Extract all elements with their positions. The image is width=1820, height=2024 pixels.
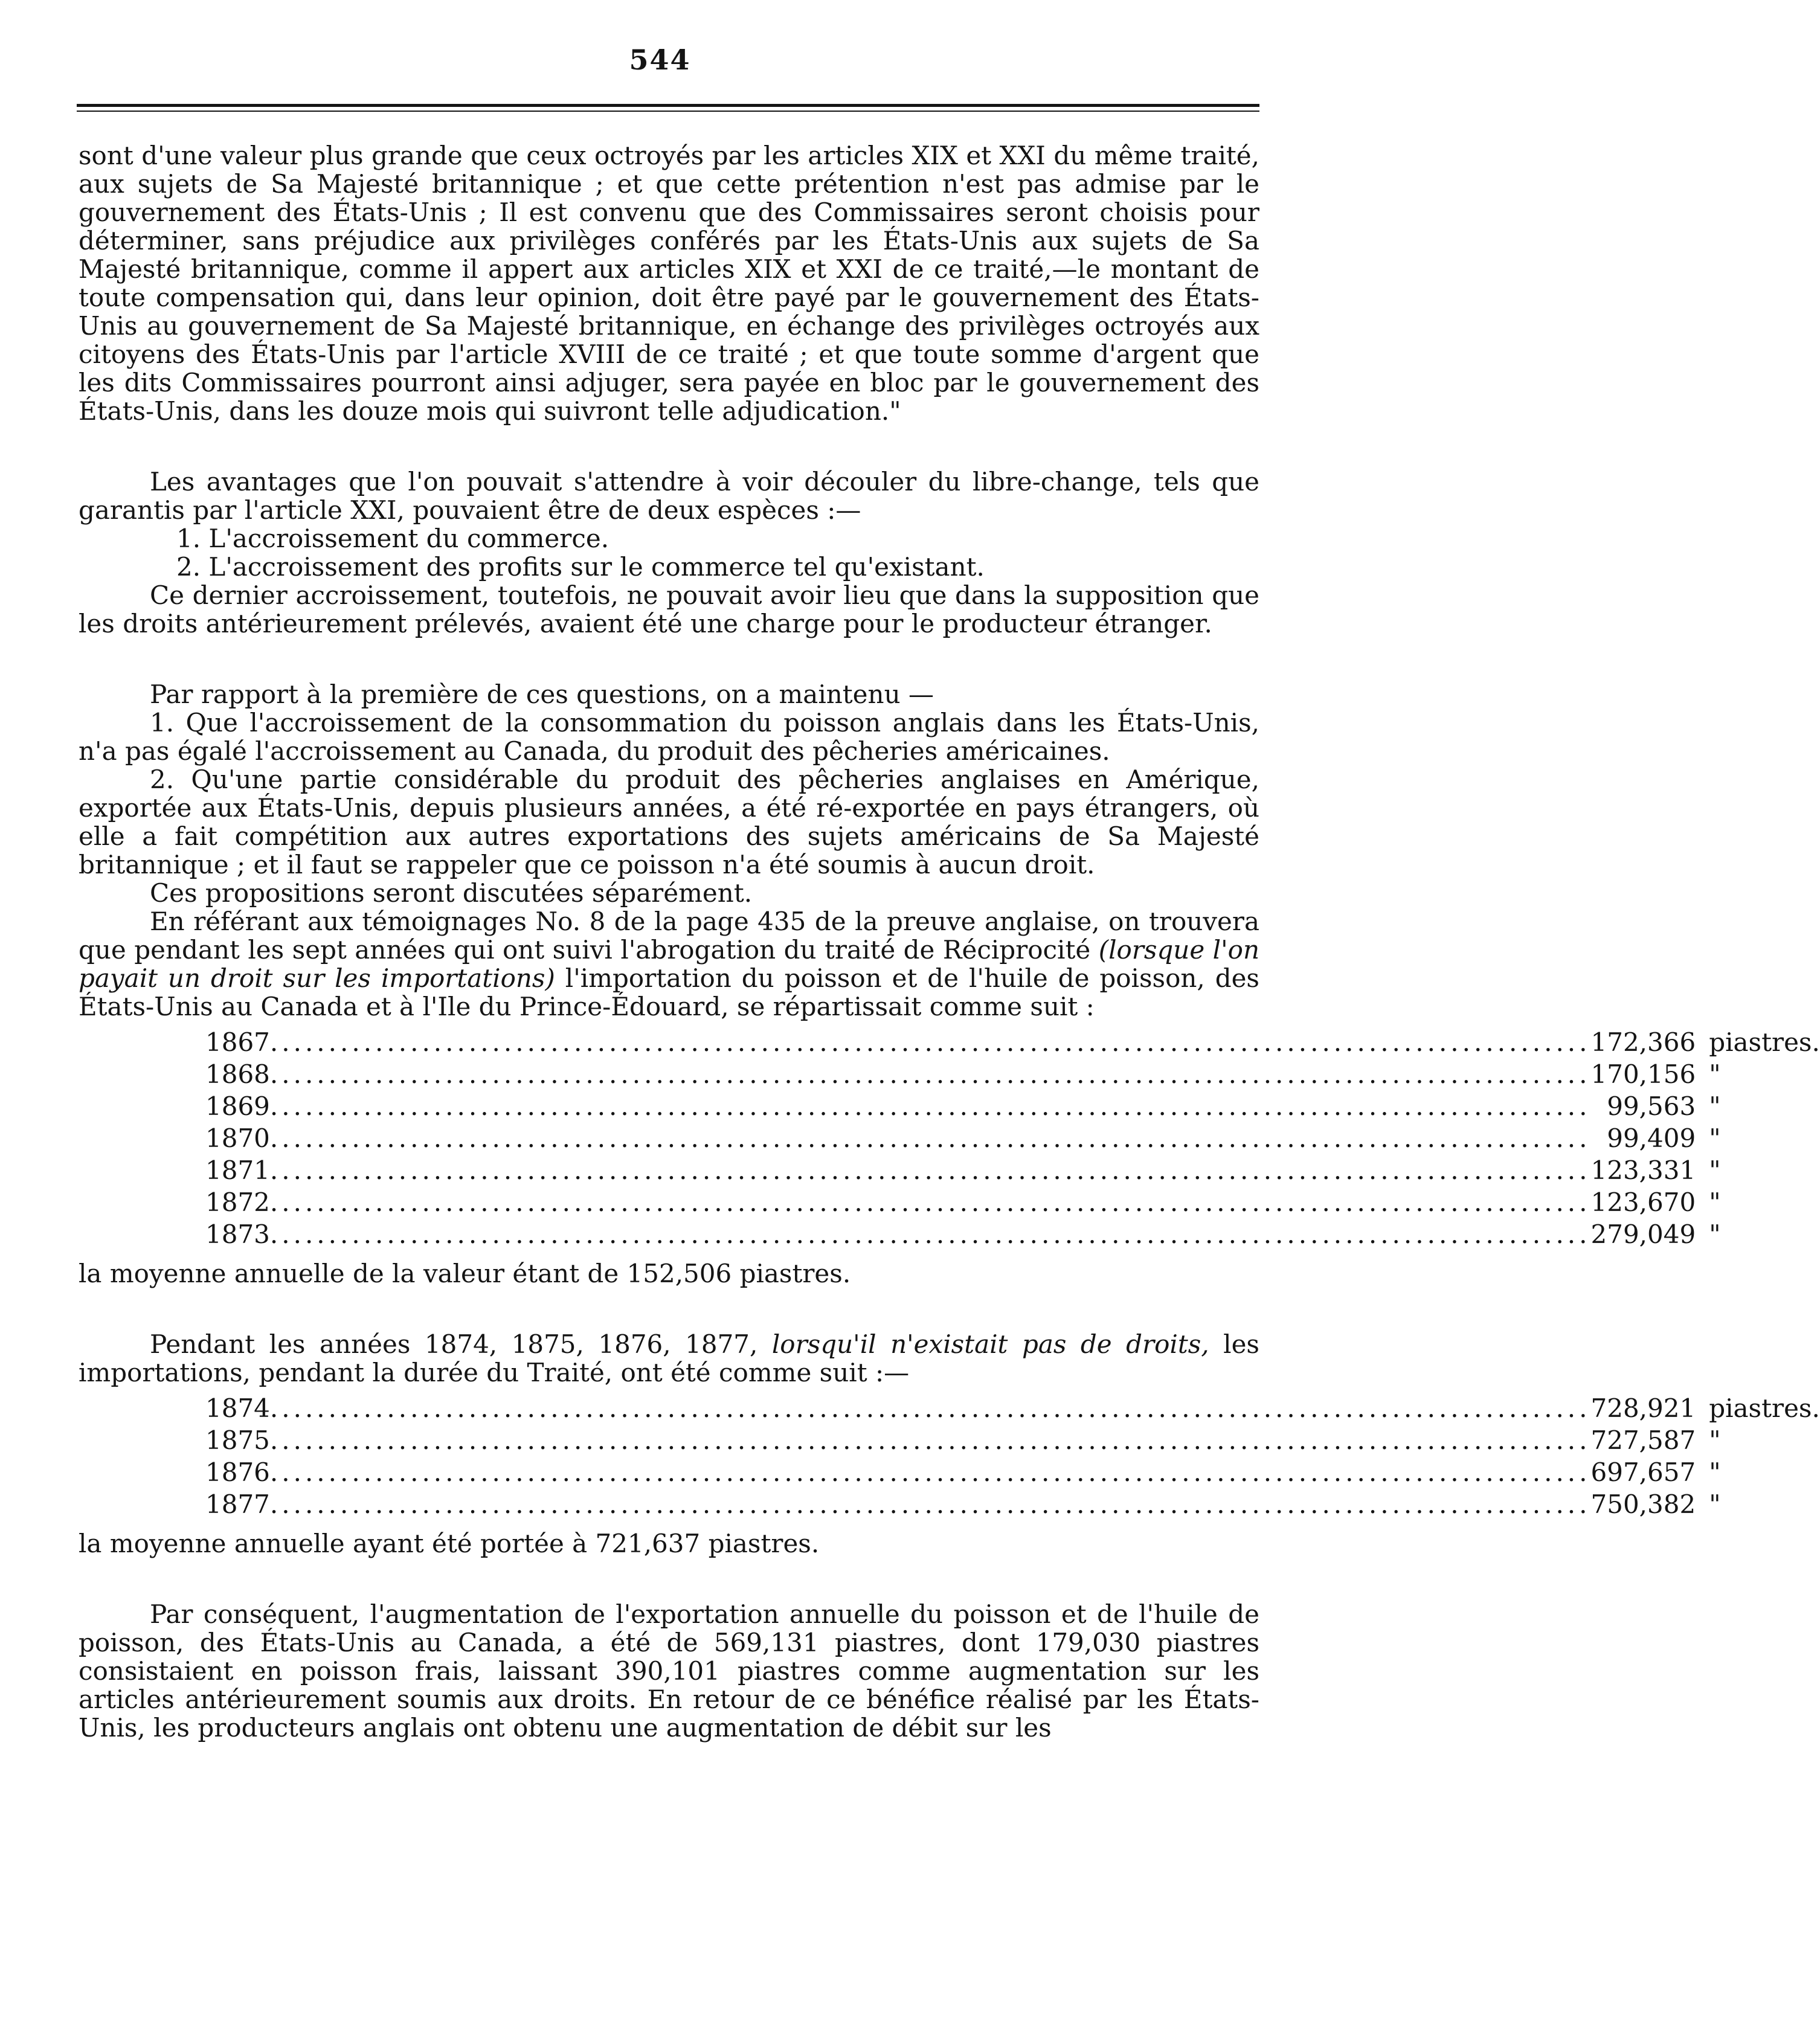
table-row: 1867 ................................................................................................................. 172,366 piastres. (205, 1027, 1820, 1057)
page-number: 544 (629, 43, 691, 76)
table-row: 1877 ................................................................................................................. 750,382 " (205, 1489, 1721, 1519)
imports-table-1867-1873 (205, 1028, 1820, 1252)
paragraph-propositions: Ces propositions seront discutées séparément. (150, 878, 753, 908)
paragraph-average-1: la moyenne annuelle de la valeur étant de 152,506 piastres. (79, 1259, 851, 1288)
point-2: 2. Qu'une partie considérable du produit des pêcheries anglaises en Amérique, exportée aux États-Unis, depuis plusieurs années, a été ré-exportée en pays étrangers, où elle a fait compétition aux autres exportations des sujets américains de Sa Majesté britannique ; et il faut se rappeler que ce poisson n'a été soumis à aucun droit. (79, 765, 1259, 879)
point-1: 1. Que l'accroissement de la consommation du poisson anglais dans les États-Unis, n'a pas égalé l'accroissement au Canada, du produit des pêcheries américaines. (79, 708, 1259, 766)
paragraph-first-question: Par rapport à la première de ces questions, on a maintenu — (150, 679, 934, 709)
table-row: 1869 ................................................................................................................. 99,563 " (205, 1091, 1721, 1121)
header-rule-thin (77, 111, 1259, 112)
paragraph-conclusion: Par conséquent, l'augmentation de l'exportation annuelle du poisson et de l'huile de poisson, des États-Unis au Canada, a été de 569,131 piastres, dont 179,030 piastres consistaient en poisson frais, laissant 390,101 piastres comme augmentation sur les articles antérieurement soumis aux droits. En retour de ce bénéfice réalisé par les États-Unis, les producteurs anglais ont obtenu une augmentation de débit sur les (79, 1599, 1259, 1743)
table-row: 1874 ................................................................................................................. 728,921 piastres. (205, 1393, 1820, 1423)
list-item-1: 1. L'accroissement du commerce. (176, 524, 609, 553)
paragraph-testimony: En référant aux témoignages No. 8 de la page 435 de la preuve anglaise, on trouvera que pendant les sept années qui ont suivi l'abrogation du traité de Réciprocité (lorsque l'on payait un droit sur les importations) l'importation du poisson et de l'huile de poisson, des États-Unis au Canada et à l'Ile du Prince-Édouard, se répartissait comme suit : (79, 907, 1259, 1021)
table-row: 1868 ................................................................................................................. 170,156 " (205, 1059, 1721, 1089)
table-row: 1876 ................................................................................................................. 697,657 " (205, 1457, 1721, 1487)
paragraph-supposition: Ce dernier accroissement, toutefois, ne pouvait avoir lieu que dans la supposition que les droits antérieurement prélevés, avaient été une charge pour le producteur étranger. (79, 580, 1259, 638)
paragraph-average-2: la moyenne annuelle ayant été portée à 721,637 piastres. (79, 1529, 820, 1558)
table-row: 1870 ................................................................................................................. 99,409 " (205, 1123, 1721, 1153)
table-row: 1873 ................................................................................................................. 279,049 " (205, 1219, 1721, 1249)
paragraph-advantages: Les avantages que l'on pouvait s'attendre à voir découler du libre-change, tels que garantis par l'article XXI, pouvaient être de deux espèces :— (79, 467, 1259, 525)
imports-table-1874-1877 (205, 1394, 1820, 1522)
table-row: 1872 ................................................................................................................. 123,670 " (205, 1187, 1721, 1217)
paragraph-continuation: sont d'une valeur plus grande que ceux octroyés par les articles XIX et XXI du même traité, aux sujets de Sa Majesté britannique ; et que cette prétention n'est pas admise par le gouvernement des États-Unis ; Il est convenu que des Commissaires seront choisis pour déterminer, sans préjudice aux privilèges conférés par les États-Unis aux sujets de Sa Majesté britannique, comme il appert aux articles XIX et XXI de ce traité,—le montant de toute compensation qui, dans leur opinion, doit être payé par le gouvernement des États-Unis au gouvernement de Sa Majesté britannique, en échange des privilèges octroyés aux citoyens des États-Unis par l'article XVIII de ce traité ; et que toute somme d'argent que les dits Commissaires pourront ainsi adjuger, sera payée en bloc par le gouvernement des États-Unis, dans les douze mois qui suivront telle adjudication." (79, 141, 1259, 426)
list-item-2: 2. L'accroissement des profits sur le commerce tel qu'existant. (176, 552, 985, 582)
paragraph-treaty-years: Pendant les années 1874, 1875, 1876, 1877, lorsqu'il n'existait pas de droits, les importations, pendant la durée du Traité, ont été comme suit :— (79, 1329, 1259, 1387)
table-row: 1871 ................................................................................................................. 123,331 " (205, 1155, 1721, 1185)
table-row: 1875 ................................................................................................................. 727,587 " (205, 1425, 1721, 1455)
header-rule (77, 104, 1259, 107)
page-body (79, 141, 1820, 1743)
